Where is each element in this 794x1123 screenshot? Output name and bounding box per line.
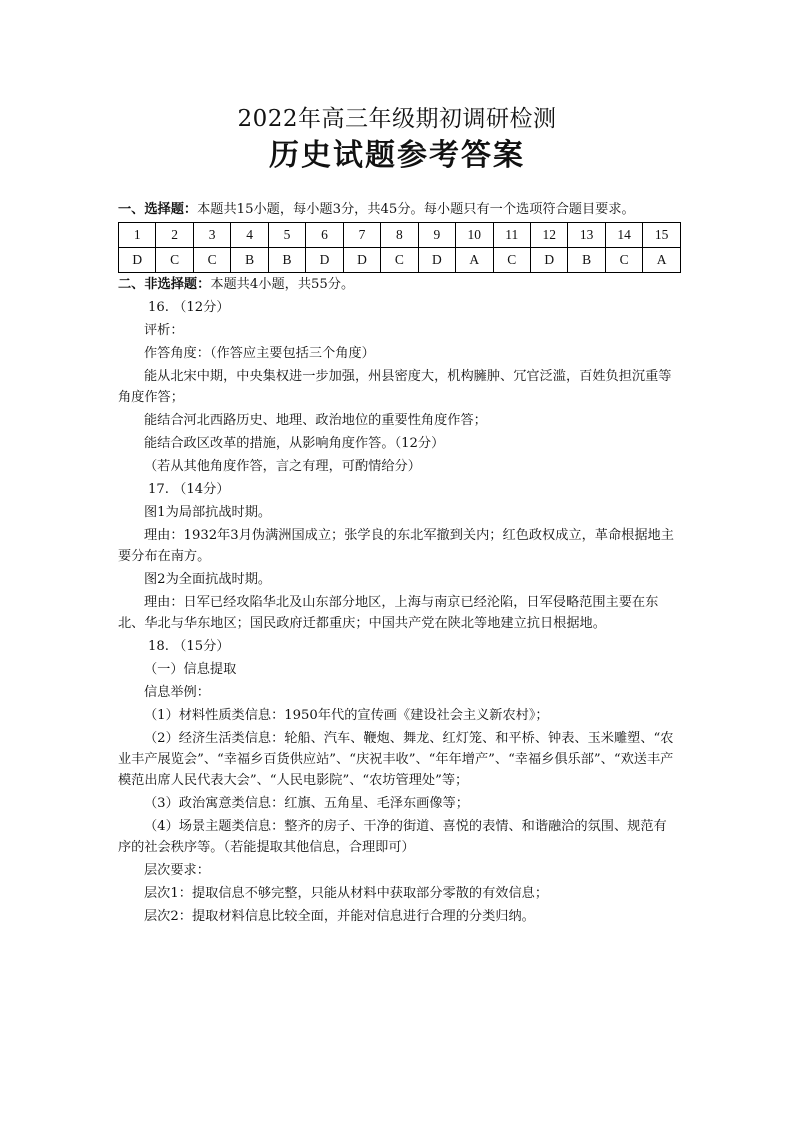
paragraph: 理由：1932年3月伪满洲国成立；张学良的东北军撤到关内；红色政权成立，革命根据地主要分布在南方。 (118, 528, 674, 564)
question-number-cell: 13 (568, 223, 605, 248)
question-number-cell: 14 (605, 223, 642, 248)
paragraph: 能结合河北西路历史、地理、政治地位的重要性角度作答； (144, 413, 487, 428)
paragraph: 层次1：提取信息不够完整，只能从材料中获取部分零散的有效信息； (144, 886, 549, 901)
section-2-heading (118, 275, 678, 295)
section-2-desc: 本题共4小题，共55分。 (210, 277, 355, 292)
paragraph: （2）经济生活类信息：轮船、汽车、鞭炮、舞龙、红灯笼、和平桥、钟表、玉米雕塑、“农业丰产展览会”、“幸福乡百货供应站”、“庆祝丰收”、“年年增产”、“幸福乡俱乐部”、“欢送丰产模范出席人民代表大会”、“人民电影院”、“农坊管理处”等； (118, 731, 674, 788)
answer-cell: B (568, 248, 605, 273)
answer-row (119, 248, 681, 273)
answer-cell: D (119, 248, 156, 273)
question-number-cell: 3 (193, 223, 230, 248)
paragraph: 信息举例： (144, 685, 210, 700)
question-number-cell: 9 (418, 223, 455, 248)
section-1-label: 一、选择题： (118, 202, 198, 217)
answer-cell: D (530, 248, 567, 273)
question-17-header: 17. （14分） (148, 482, 230, 497)
question-number-cell: 8 (381, 223, 418, 248)
paragraph: 能从北宋中期，中央集权进一步加强，州县密度大，机构臃肿、冗官泛滥，百姓负担沉重等角度作答； (118, 369, 672, 405)
answer-cell: C (493, 248, 530, 273)
paragraph: （一）信息提取 (144, 662, 237, 677)
page-subtitle: 历史试题参考答案 (269, 138, 525, 173)
question-number-cell: 6 (306, 223, 343, 248)
answer-cell: A (643, 248, 681, 273)
paragraph: 能结合政区改革的措施，从影响角度作答。（12分） (144, 436, 445, 451)
question-16-header: 16. （12分） (148, 300, 230, 315)
answer-cell: D (343, 248, 380, 273)
question-number-cell: 2 (156, 223, 193, 248)
answer-cell: A (456, 248, 493, 273)
question-number-cell: 15 (643, 223, 681, 248)
question-number-row (119, 223, 681, 248)
paragraph: 图2为全面抗战时期。 (144, 572, 272, 587)
answer-cell: C (605, 248, 642, 273)
answer-cell: D (418, 248, 455, 273)
question-number-cell: 1 (119, 223, 156, 248)
answer-cell: C (156, 248, 193, 273)
paragraph: 层次要求： (144, 863, 210, 878)
paragraph: （1）材料性质类信息：1950年代的宣传画《建设社会主义新农村》； (144, 708, 549, 723)
question-number-cell: 7 (343, 223, 380, 248)
answer-cell: D (306, 248, 343, 273)
answer-cell: B (231, 248, 268, 273)
paragraph: （若从其他角度作答，言之有理，可酌情给分） (144, 459, 421, 474)
answer-cell: C (381, 248, 418, 273)
paragraph: 层次2：提取材料信息比较全面，并能对信息进行合理的分类归纳。 (144, 909, 535, 924)
paragraph: 理由：日军已经攻陷华北及山东部分地区，上海与南京已经沦陷，日军侵略范围主要在东北、华北与华东地区；国民政府迁都重庆；中国共产党在陕北等地建立抗日根据地。 (118, 595, 659, 631)
question-number-cell: 5 (268, 223, 305, 248)
paragraph: （4）场景主题类信息：整齐的房子、干净的街道、喜悦的表情、和谐融洽的氛围、规范有序的社会秩序等。（若能提取其他信息，合理即可） (118, 819, 667, 855)
page-title: 2022年高三年级期初调研检测 (237, 106, 557, 132)
question-number-cell: 12 (530, 223, 567, 248)
section-2-label: 二、非选择题： (118, 277, 211, 292)
answer-cell: B (268, 248, 305, 273)
answer-table (118, 222, 681, 273)
answer-cell: C (193, 248, 230, 273)
paragraph: （3）政治寓意类信息：红旗、五角星、毛泽东画像等； (144, 796, 469, 811)
paragraph: 作答角度：（作答应主要包括三个角度） (144, 346, 375, 361)
paragraph: 图1为局部抗战时期。 (144, 505, 272, 520)
section-1-desc: 本题共15小题，每小题3分，共45分。每小题只有一个选项符合题目要求。 (197, 202, 635, 217)
section-1-heading (118, 200, 678, 220)
question-number-cell: 10 (456, 223, 493, 248)
question-number-cell: 11 (493, 223, 530, 248)
question-number-cell: 4 (231, 223, 268, 248)
question-18-header: 18. （15分） (148, 639, 230, 654)
paragraph: 评析： (144, 323, 184, 338)
answer-content (118, 200, 678, 929)
